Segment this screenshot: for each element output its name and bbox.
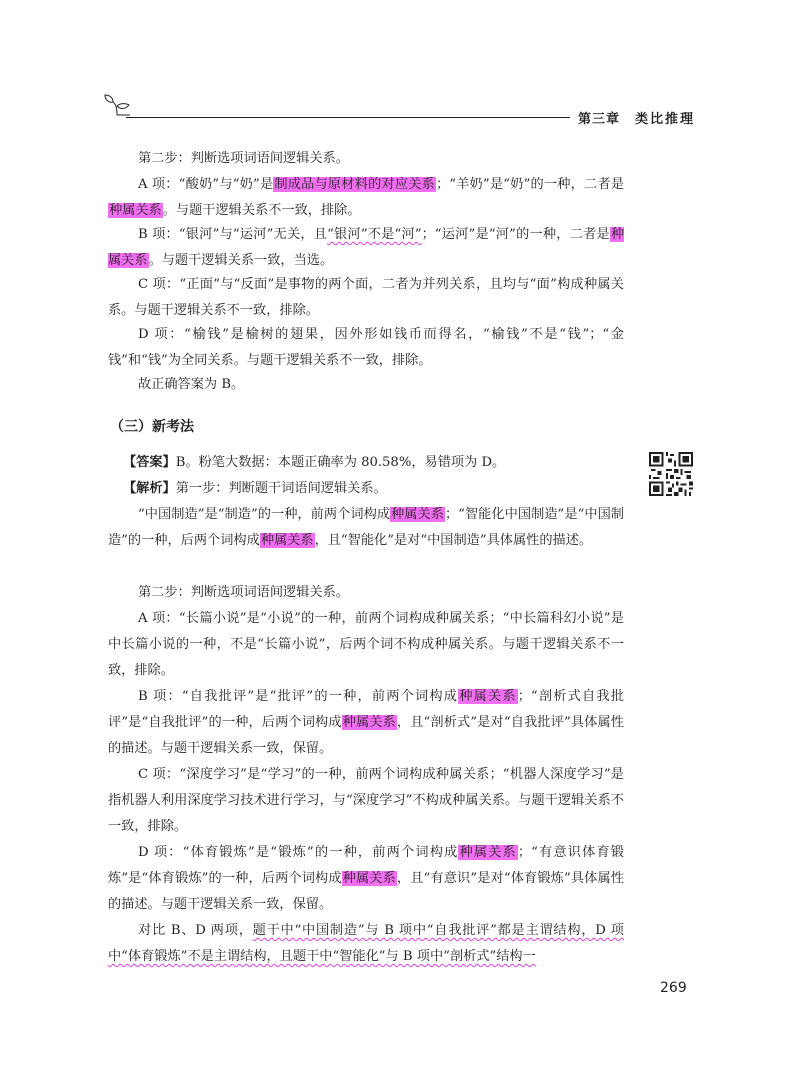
header-topic: 类比推理 xyxy=(635,112,696,127)
step2-title: 第二步：判断选项词语间逻辑关系。 xyxy=(138,151,349,166)
text-run: ；“智能化中国制造”是“中国制造”的一种，后两个词构成 xyxy=(108,507,624,548)
text-run: ，且“智能化”是对“中国制造”具体属性的描述。 xyxy=(314,533,593,548)
section-title: （三）新考法 xyxy=(110,419,194,435)
page-number: 269 xyxy=(660,980,687,996)
highlight-mark: 种属关系 xyxy=(391,507,444,522)
compare-paragraph xyxy=(108,918,624,970)
highlight-mark: 种属关系 xyxy=(108,227,625,268)
s3-option-b-paragraph xyxy=(108,684,624,762)
highlight-mark: 制成品与原材料的对应关系 xyxy=(274,177,436,192)
wavy-underline-mark: “银河”不是“河” xyxy=(327,227,422,242)
conclusion: 故正确答案为 B。 xyxy=(138,377,245,392)
s3-option-d-paragraph xyxy=(108,840,624,918)
highlight-mark: 种属关系 xyxy=(342,715,396,730)
text-run: A 项：“酸奶”与“奶”是 xyxy=(138,177,274,192)
option-c-paragraph: C 项：“正面”与“反面”是事物的两个面，二者为并列关系，且均与“面”构成种属关系。与题干逻辑关系不一致，排除。 xyxy=(108,277,624,318)
text-run: D 项：“体育锻炼”是“锻炼”的一种，前两个词构成 xyxy=(138,845,459,860)
qr-code-icon xyxy=(649,452,693,496)
s3-option-a-paragraph: A 项：“长篇小说”是“小说”的一种，前两个词构成种属关系；“中长篇科幻小说”是中长篇小说的一种，不是“长篇小说”，后两个词不构成种属关系。与题干逻辑关系不一致，排除。 xyxy=(108,611,624,678)
stem-paragraph xyxy=(108,502,624,554)
option-a-paragraph xyxy=(108,172,624,224)
wavy-underline-mark: 题干中“中国制造”与 B 项中“自我批评”都是主谓结构，D 项中“体育锻炼”不是主谓结构，且题干中“智能化”与 B 项中“剖析式”结构一 xyxy=(108,923,624,964)
text-run: 对比 B、D 两项， xyxy=(138,923,253,938)
answer-text: B。粉笔大数据：本题正确率为 80.58%，易错项为 D。 xyxy=(175,455,506,470)
option-d-paragraph: D 项：“榆钱”是榆树的翅果，因外形如钱币而得名，“榆钱”不是“钱”；“金钱”和“钱”为全同关系。与题干逻辑关系不一致，排除。 xyxy=(108,327,624,368)
analysis-line xyxy=(108,476,624,502)
s3-option-c-paragraph: C 项：“深度学习”是“学习”的一种，前两个词构成种属关系；“机器人深度学习”是指机器人利用深度学习技术进行学习，与“深度学习”不构成种属关系。与题干逻辑关系不一致，排除。 xyxy=(108,767,624,834)
text-run: ；“羊奶”是“奶”的一种，二者是 xyxy=(436,177,625,192)
header-rule xyxy=(126,117,570,118)
text-run: ；“运河”是“河”的一种，二者是 xyxy=(421,227,610,242)
highlight-mark: 种属关系 xyxy=(109,203,162,218)
text-run: B 项：“自我批评”是“批评”的一种，前两个词构成 xyxy=(138,689,459,704)
text-run: ；“有意识体育锻炼”是“体育锻炼”的一种，后两个词构成 xyxy=(108,845,624,886)
answer-label: 【答案】 xyxy=(123,455,176,470)
highlight-mark: 种属关系 xyxy=(342,871,396,886)
text-run: B 项：“银河”与“运河”无关，且 xyxy=(138,227,328,242)
text-run: 。与题干逻辑关系不一致，排除。 xyxy=(162,203,361,218)
text-run: ；“剖析式自我批评”是“自我批评”的一种，后两个词构成 xyxy=(108,689,624,730)
text-run: ，且“剖析式”是对“自我批评”具体属性的描述。与题干逻辑关系一致，保留。 xyxy=(108,715,624,756)
text-run: ，且“有意识”是对“体育锻炼”具体属性的描述。与题干逻辑关系一致，保留。 xyxy=(108,871,624,912)
analysis-label: 【解析】 xyxy=(123,481,176,496)
text-run: “中国制造”是“制造”的一种，前两个词构成 xyxy=(138,507,391,522)
highlight-mark: 种属关系 xyxy=(260,533,314,548)
text-run: 。与题干逻辑关系一致，当选。 xyxy=(148,253,334,268)
highlight-mark: 种属关系 xyxy=(459,845,517,860)
highlight-mark: 种属关系 xyxy=(459,689,517,704)
header-chapter: 第三章 xyxy=(578,112,621,127)
option-b-paragraph xyxy=(108,222,624,274)
analysis-text: 第一步：判断题干词语间逻辑关系。 xyxy=(175,481,387,496)
answer-line xyxy=(108,450,624,476)
leaf-sprout-icon xyxy=(104,94,130,116)
step2-title-2: 第二步：判断选项词语间逻辑关系。 xyxy=(138,585,349,600)
